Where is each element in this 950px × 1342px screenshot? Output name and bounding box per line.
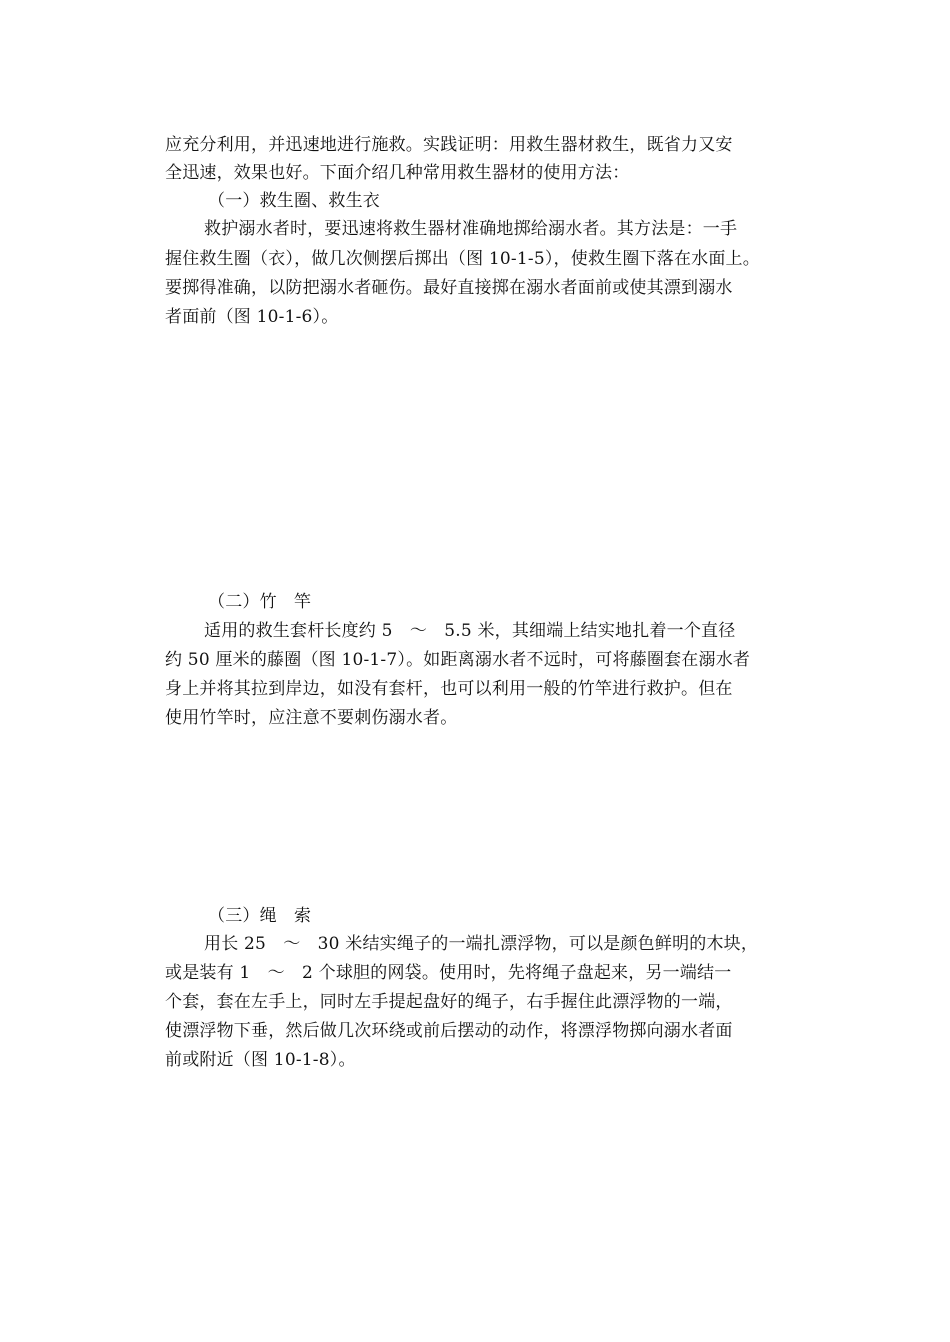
figure-placeholder-2: [165, 740, 785, 890]
section-3-heading: （三）绳 索: [208, 906, 312, 926]
section-2-line-2: 约 50 厘米的藤圈（图 10-1-7）。如距离溺水者不远时，可将藤圈套在溺水者: [165, 650, 751, 670]
section-1-line-2: 握住救生圈（衣），做几次侧摆后掷出（图 10-1-5），使救生圈下落在水面上。: [165, 249, 760, 269]
section-3-line-4: 使漂浮物下垂，然后做几次环绕或前后摆动的动作，将漂浮物掷向溺水者面: [165, 1021, 733, 1041]
section-1-heading: （一）救生圈、救生衣: [208, 191, 380, 211]
section-3-line-5: 前或附近（图 10-1-8）。: [165, 1050, 356, 1070]
section-1-line-4: 者面前（图 10-1-6）。: [165, 307, 339, 327]
section-1-line-3: 要掷得准确，以防把溺水者砸伤。最好直接掷在溺水者面前或使其漂到溺水: [165, 278, 733, 298]
intro-line-2: 全迅速，效果也好。下面介绍几种常用救生器材的使用方法：: [165, 163, 630, 183]
intro-line-1: 应充分利用，并迅速地进行施救。实践证明：用救生器材救生，既省力又安: [165, 135, 733, 155]
section-2-line-3: 身上并将其拉到岸边，如没有套杆，也可以利用一般的竹竿进行救护。但在: [165, 679, 733, 699]
section-3-line-1: 用长 25 ～ 30 米结实绳子的一端扎漂浮物，可以是颜色鲜明的木块，: [204, 934, 759, 954]
section-2-heading: （二）竹 竿: [208, 592, 312, 612]
section-3-line-3: 个套，套在左手上，同时左手提起盘好的绳子，右手握住此漂浮物的一端，: [165, 992, 733, 1012]
section-2-line-1: 适用的救生套杆长度约 5 ～ 5.5 米，其细端上结实地扎着一个直径: [204, 621, 736, 641]
section-2-line-4: 使用竹竿时，应注意不要刺伤溺水者。: [165, 708, 458, 728]
figure-placeholder-1: [165, 340, 785, 580]
section-3-line-2: 或是装有 1 ～ 2 个球胆的网袋。使用时，先将绳子盘起来，另一端结一: [165, 963, 732, 983]
section-1-line-1: 救护溺水者时，要迅速将救生器材准确地掷给溺水者。其方法是：一手: [204, 219, 738, 239]
